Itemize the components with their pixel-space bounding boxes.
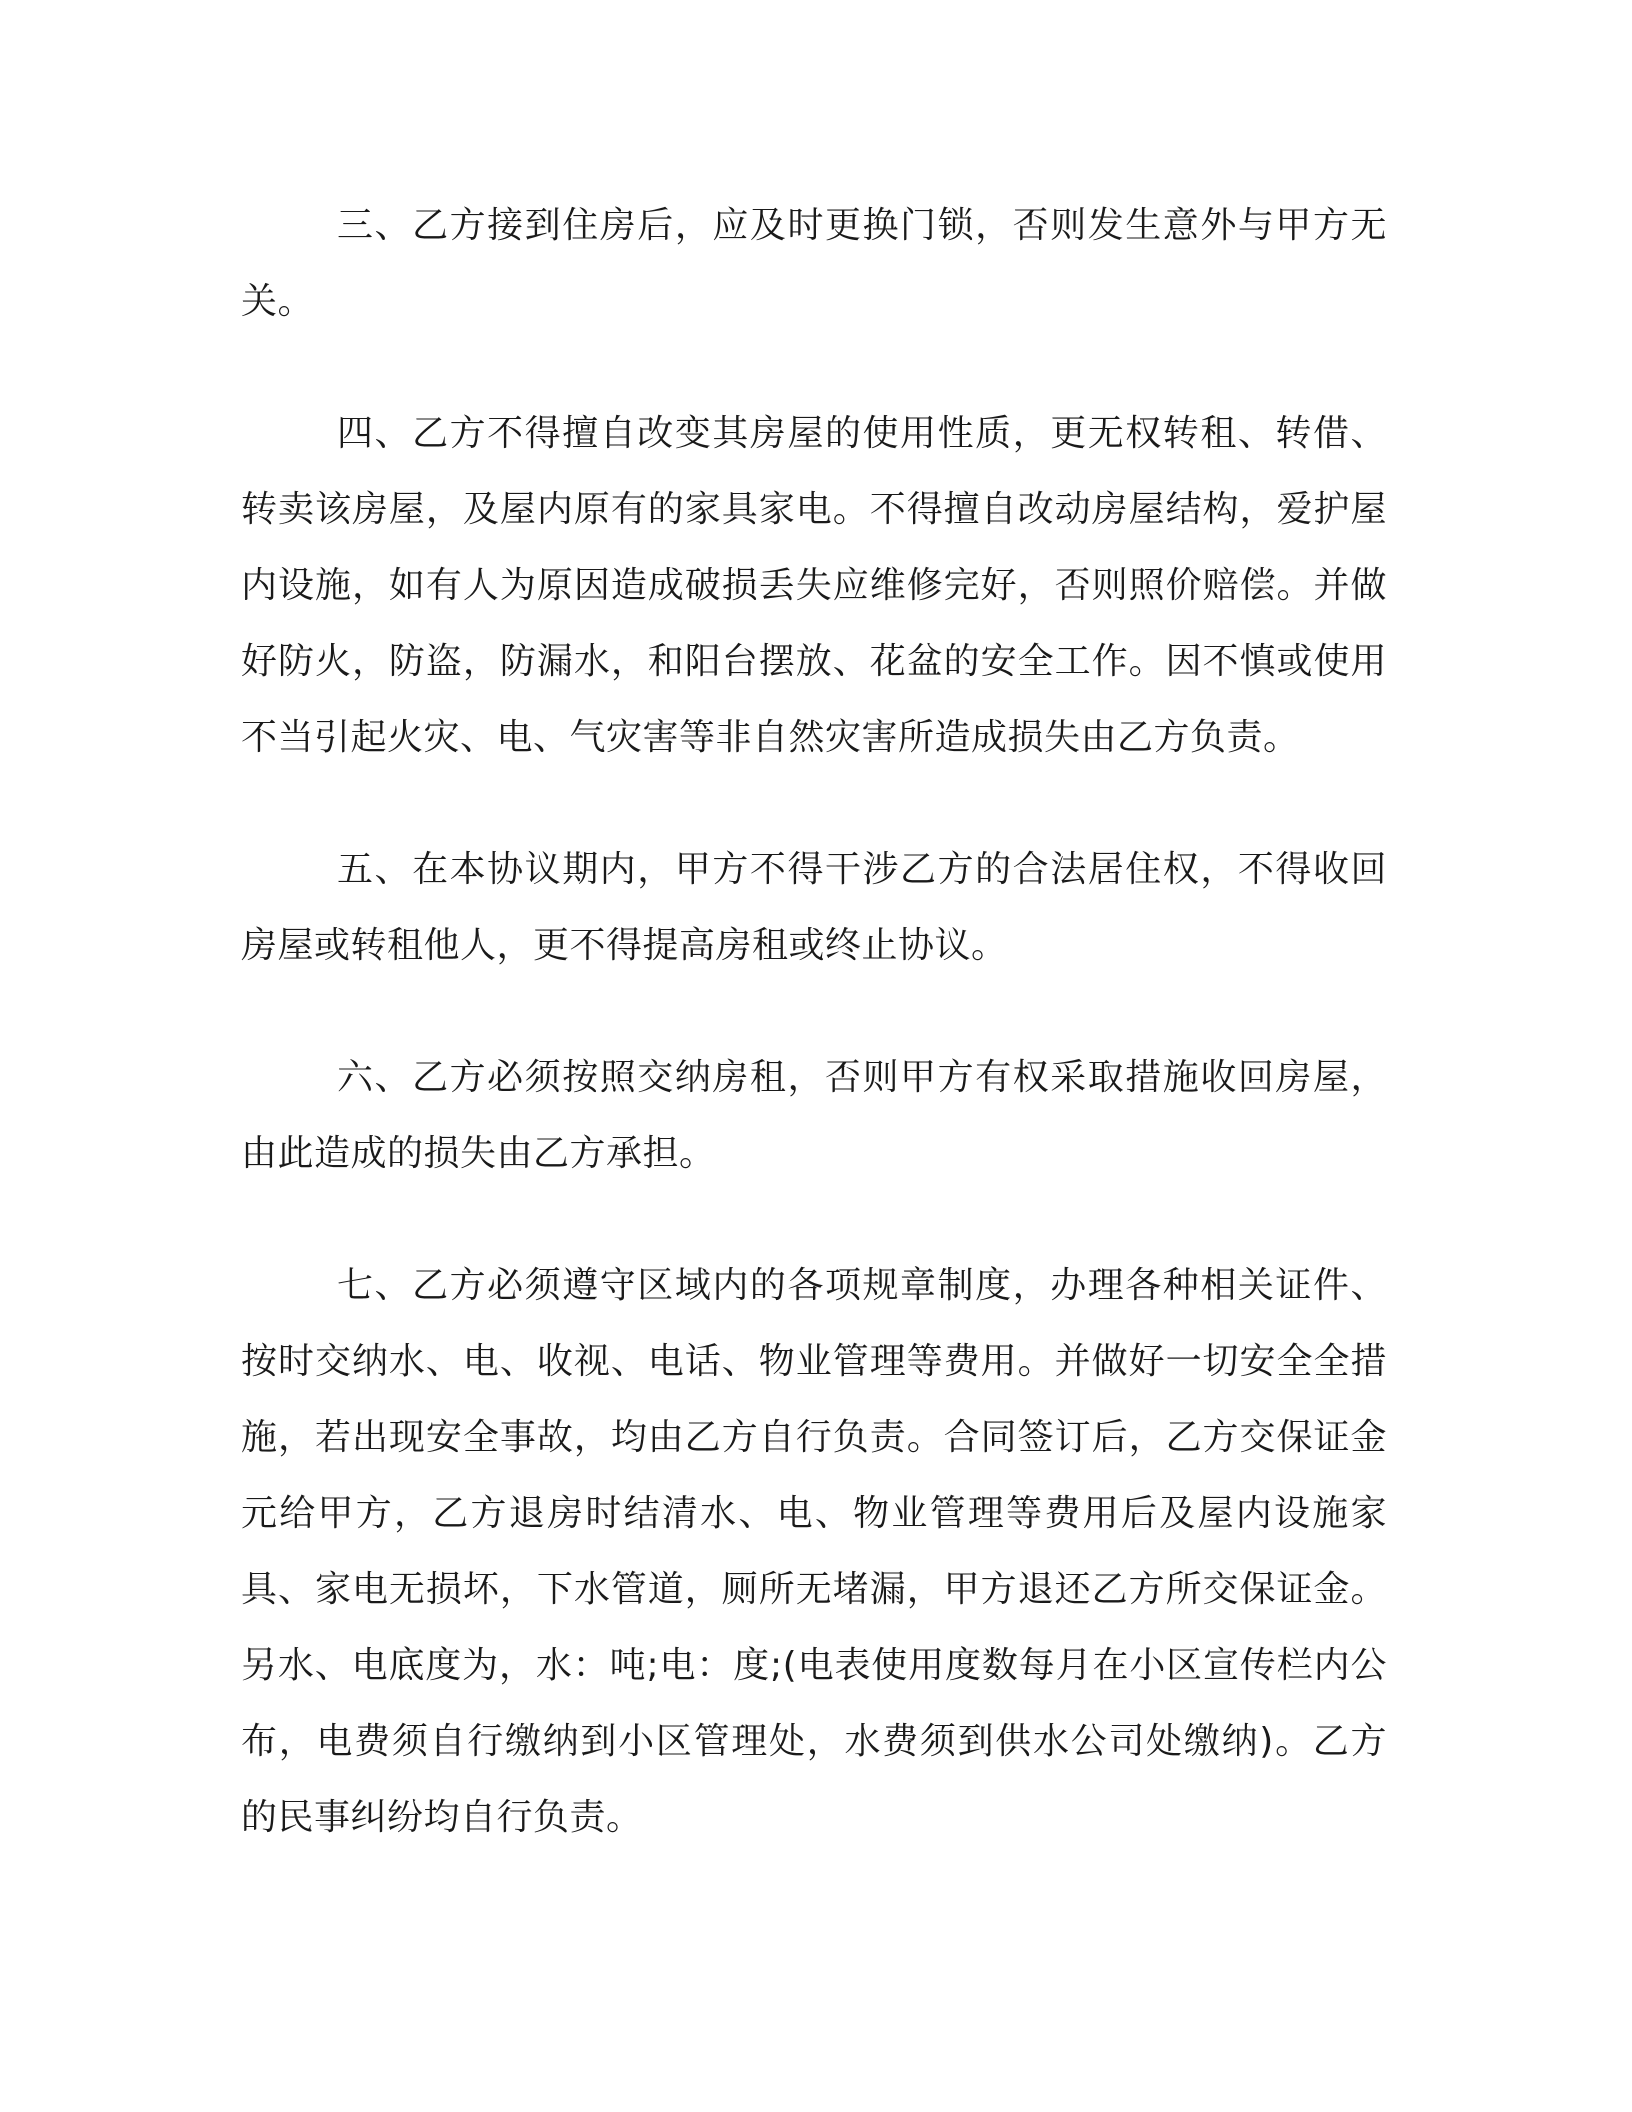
clause-7-paragraph: 七、乙方必须遵守区域内的各项规章制度，办理各种相关证件、按时交纳水、电、收视、电话、物业管理等费用。并做好一切安全全措施，若出现安全事故，均由乙方自行负责。合同签订后，乙方交保证金元给甲方，乙方退房时结清水、电、物业管理等费用后及屋内设施家具、家电无损坏，下水管道，厕所无堵漏，甲方退还乙方所交保证金。另水、电底度为，水：吨;电：度;(电表使用度数每月在小区宣传栏内公布，电费须自行缴纳到小区管理处，水费须到供水公司处缴纳)。乙方的民事纠纷均自行负责。 <box>241 1265 1387 1838</box>
document-body <box>241 188 1387 1912</box>
clause-3-paragraph: 三、乙方接到住房后，应及时更换门锁，否则发生意外与甲方无关。 <box>241 205 1387 322</box>
clause-6-paragraph: 六、乙方必须按照交纳房租，否则甲方有权采取措施收回房屋，由此造成的损失由乙方承担。 <box>241 1057 1387 1174</box>
clause-4-paragraph: 四、乙方不得擅自改变其房屋的使用性质，更无权转租、转借、转卖该房屋，及屋内原有的家具家电。不得擅自改动房屋结构，爱护屋内设施，如有人为原因造成破损丢失应维修完好，否则照价赔偿。并做好防火，防盗，防漏水，和阳台摆放、花盆的安全工作。因不慎或使用不当引起火灾、电、气灾害等非自然灾害所造成损失由乙方负责。 <box>241 413 1387 758</box>
clause-5-paragraph: 五、在本协议期内，甲方不得干涉乙方的合法居住权，不得收回房屋或转租他人，更不得提高房租或终止协议。 <box>241 849 1387 966</box>
